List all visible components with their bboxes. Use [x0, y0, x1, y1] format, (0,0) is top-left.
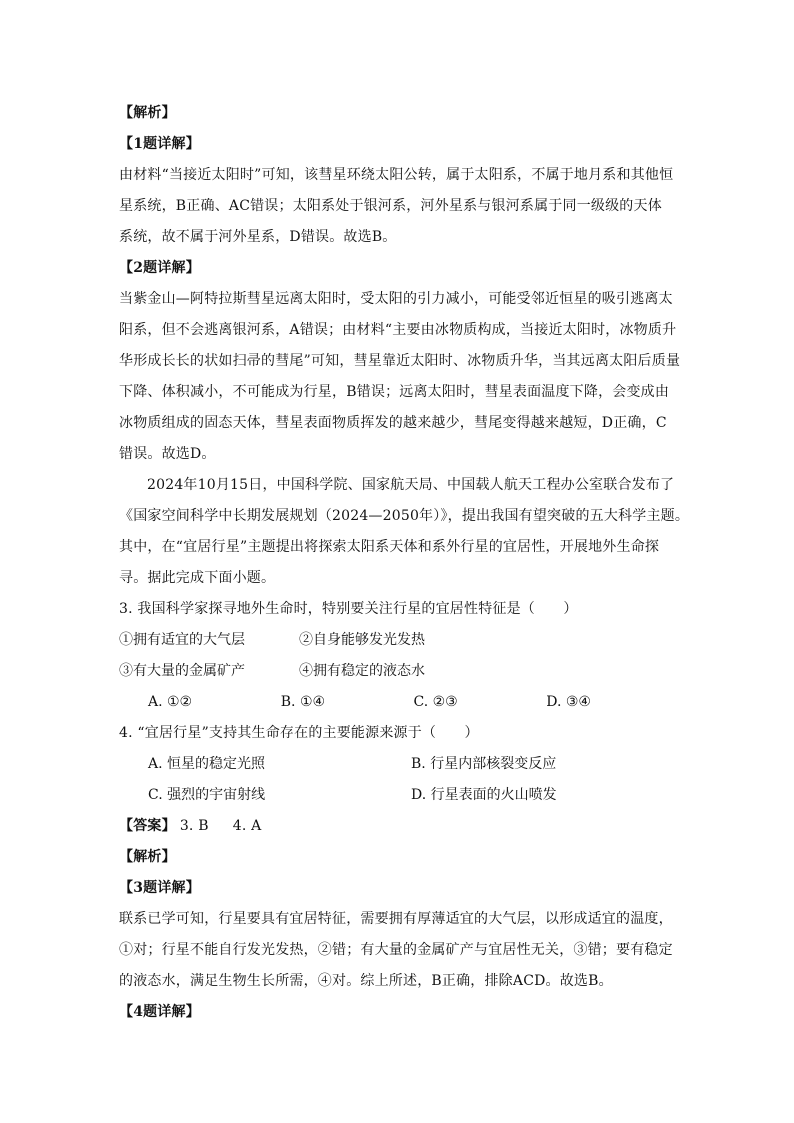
q3-option-a: A. ①②: [148, 694, 193, 710]
q3-text-line: ①对；行星不能自行发光发热，②错；有大量的金属矿产与宜居性无关，③错；要有稳定: [119, 942, 673, 958]
q3-items-row: [119, 625, 679, 656]
material-text-line: 《国家空间科学中长期发展规划（2024—2050年）》，提出我国有望突破的五大科学主题。: [119, 508, 690, 524]
q3-item: ②自身能够发光发热: [299, 632, 425, 648]
q1-detail-heading: 【1题详解】: [119, 136, 200, 152]
q3-option-d: D. ③④: [546, 694, 591, 710]
q2-text-line: 错误。故选D。: [119, 446, 216, 462]
q2-text-line: 华形成长长的状如扫帚的彗尾”可知，彗星靠近太阳时、冰物质升华，当其远离太阳后质量: [119, 353, 681, 369]
q2-text-line: 冰物质组成的固态天体，彗星表面物质挥发的越来越少，彗尾变得越来越短，D正确，C: [119, 415, 667, 431]
q3-options-row: [119, 687, 679, 718]
q3-items-row: [119, 656, 679, 687]
document-page: [119, 98, 690, 1028]
analysis-heading: 【解析】: [119, 105, 176, 121]
q1-text-line: 由材料“当接近太阳时”可知，该彗星环绕太阳公转，属于太阳系，不属于地月系和其他恒: [119, 167, 674, 183]
q3-text-line: 的液态水，满足生物生长所需，④对。综上所述，B正确，排除ACD。故选B。: [119, 973, 613, 989]
q4-option-b: B. 行星内部核裂变反应: [411, 756, 557, 772]
q3-detail-heading: 【3题详解】: [119, 880, 200, 896]
q3-text-line: 联系已学可知，行星要具有宜居特征，需要拥有厚薄适宜的大气层，以形成适宜的温度，: [119, 911, 673, 927]
material-text-line: 寻。据此完成下面小题。: [119, 570, 276, 586]
answer-q4: 4. A: [232, 818, 262, 834]
q2-detail-heading: 【2题详解】: [119, 260, 200, 276]
material-text-line: 其中，在“宜居行星”主题提出将探索太阳系天体和系外行星的宜居性，开展地外生命探: [119, 539, 660, 555]
q4-option-c: C. 强烈的宇宙射线: [148, 787, 266, 803]
q4-stem: 4. “宜居行星”支持其生命存在的主要能源来源于（ ）: [119, 725, 479, 741]
q4-options-row: [119, 780, 679, 811]
q3-item: ③有大量的金属矿产: [119, 663, 245, 679]
q2-text-line: 下降、体积减小，不可能成为行星，B错误；远离太阳时，彗星表面温度下降，会变成由: [119, 384, 670, 400]
answer-line: [119, 811, 679, 842]
material-text-line: 2024年10月15日，中国科学院、国家航天局、中国载人航天工程办公室联合发布了: [147, 477, 675, 493]
q3-option-c: C. ②③: [413, 694, 458, 710]
q4-option-a: A. 恒星的稳定光照: [148, 756, 266, 772]
q3-stem: 3. 我国科学家探寻地外生命时，特别要关注行星的宜居性特征是（ ）: [119, 601, 578, 617]
q3-item: ④拥有稳定的液态水: [299, 663, 425, 679]
q2-text-line: 阳系，但不会逃离银河系，A错误；由材料“主要由冰物质构成，当接近太阳时，冰物质升: [119, 322, 677, 338]
q3-option-b: B. ①④: [280, 694, 326, 710]
q4-detail-heading: 【4题详解】: [119, 1004, 200, 1020]
q4-options-row: [119, 749, 679, 780]
answer-q3: 3. B: [179, 818, 209, 834]
q3-item: ①拥有适宜的大气层: [119, 632, 245, 648]
q4-option-d: D. 行星表面的火山喷发: [411, 787, 557, 803]
analysis-heading: 【解析】: [119, 849, 176, 865]
q1-text-line: 系统，故不属于河外星系，D错误。故选B。: [119, 229, 397, 245]
q1-text-line: 星系统，B正确、AC错误；太阳系处于银河系，河外星系与银河系属于同一级级的天体: [119, 198, 662, 214]
q2-text-line: 当紫金山—阿特拉斯彗星远离太阳时，受太阳的引力减小，可能受邻近恒星的吸引逃离太: [119, 291, 673, 307]
answer-label: 【答案】: [119, 818, 176, 834]
